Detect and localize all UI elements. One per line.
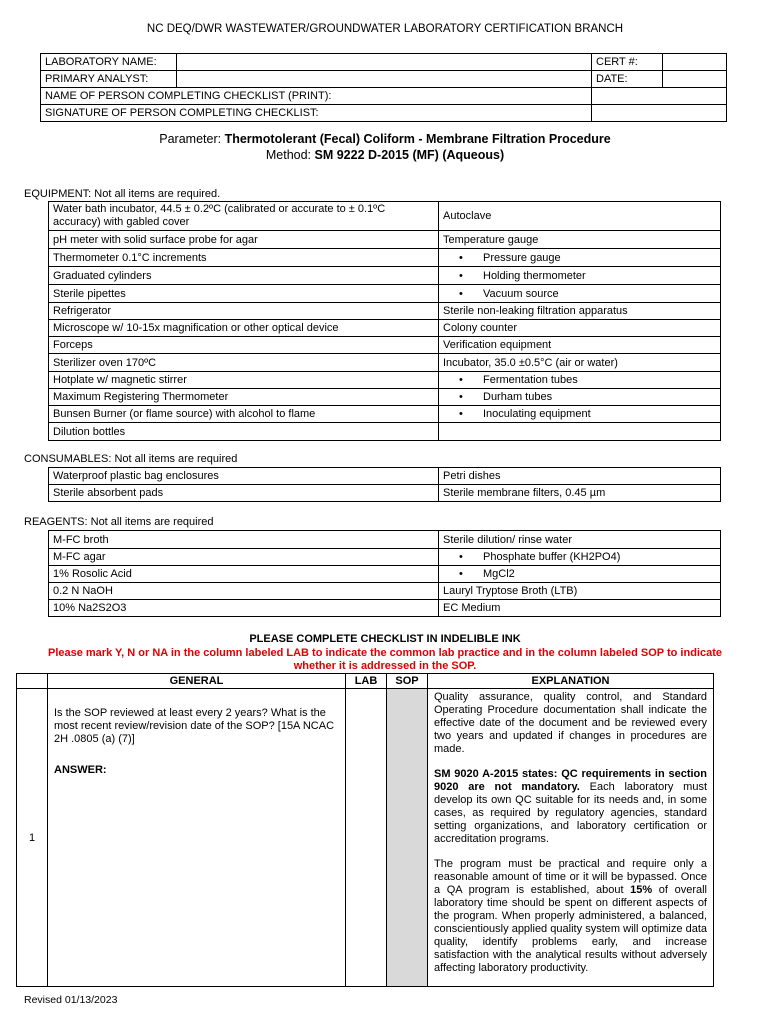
sop-cell[interactable]	[387, 689, 428, 987]
revised-date: Revised 01/13/2023	[24, 994, 118, 1006]
question-cell	[48, 689, 346, 987]
date-field[interactable]	[663, 71, 727, 88]
reagents-right-3: Lauryl Tryptose Broth (LTB)	[439, 583, 721, 600]
explanation-cell	[428, 689, 714, 987]
equipment-right-10: • Durham tubes	[439, 389, 721, 406]
equipment-left-8: Sterilizer oven 170ºC	[49, 354, 439, 372]
signature-field[interactable]	[592, 105, 727, 122]
equipment-left-1: pH meter with solid surface probe for agar	[49, 231, 439, 249]
equipment-right-6: Colony counter	[439, 320, 721, 337]
reagents-left-3: 0.2 N NaOH	[49, 583, 439, 600]
reagents-right-1: • Phosphate buffer (KH2PO4)	[439, 549, 721, 566]
cert-label: CERT #:	[592, 54, 663, 71]
info-table	[40, 53, 727, 122]
equipment-left-5: Refrigerator	[49, 303, 439, 320]
reagents-left-4: 10% Na2S2O3	[49, 600, 439, 617]
equipment-right-9: • Fermentation tubes	[439, 372, 721, 389]
col-lab-header: LAB	[346, 674, 387, 689]
col-number-header	[17, 674, 48, 689]
explanation-paragraph-1: Quality assurance, quality control, and Standard Operating Procedure documentation shall indicate the effective date of the document and be reviewed every two years and updated if changes in procedures are made.	[434, 691, 707, 755]
row-number: 1	[17, 689, 48, 987]
question-text: Is the SOP reviewed at least every 2 years? What is the most recent review/revision date of the SOP? [15A NCAC 2H .0805 (a) (7)]	[54, 707, 335, 745]
equipment-left-4: Sterile pipettes	[49, 285, 439, 303]
equipment-left-10: Maximum Registering Thermometer	[49, 389, 439, 406]
answer-field[interactable]	[54, 776, 339, 966]
equipment-right-1: Temperature gauge	[439, 231, 721, 249]
equipment-left-9: Hotplate w/ magnetic stirrer	[49, 372, 439, 389]
consumables-label: CONSUMABLES: Not all items are required	[24, 453, 238, 465]
equipment-right-0: Autoclave	[439, 202, 721, 231]
method-value: SM 9222 D-2015 (MF) (Aqueous)	[314, 148, 505, 162]
method-line: Method: SM 9222 D-2015 (MF) (Aqueous)	[265, 148, 505, 162]
equipment-right-empty	[439, 423, 721, 441]
primary-analyst-field[interactable]	[177, 71, 592, 88]
consumables-left-1: Sterile absorbent pads	[49, 485, 439, 502]
reagents-right-2: • MgCl2	[439, 566, 721, 583]
col-sop-header: SOP	[387, 674, 428, 689]
equipment-left-3: Graduated cylinders	[49, 267, 439, 285]
reagents-table	[48, 530, 721, 617]
explanation-paragraph-3: The program must be practical and require only a reasonable amount of time or it will be bypassed. Once a QA program is established, about 15% of overall laboratory time should be spent on different aspects of the program. When properly administered, a balanced, conscientiously applied quality system will optimize data quality, identify problems early, and increase satisfaction with the analytical results without adversely affecting laboratory productivity.	[434, 858, 707, 974]
equipment-label: EQUIPMENT: Not all items are required.	[24, 188, 221, 200]
signature-label: SIGNATURE OF PERSON COMPLETING CHECKLIST:	[41, 105, 592, 122]
col-explanation-header: EXPLANATION	[428, 674, 714, 689]
equipment-left-12: Dilution bottles	[49, 423, 439, 441]
consumables-right-0: Petri dishes	[439, 468, 721, 485]
consumables-table	[48, 467, 721, 502]
equipment-table	[48, 201, 721, 441]
equipment-right-3: • Holding thermometer	[439, 267, 721, 285]
document-header: NC DEQ/DWR WASTEWATER/GROUNDWATER LABORATORY CERTIFICATION BRANCH	[146, 23, 624, 35]
equipment-right-11: • Inoculating equipment	[439, 406, 721, 423]
lab-name-label: LABORATORY NAME:	[41, 54, 177, 71]
cert-field[interactable]	[663, 54, 727, 71]
parameter-line: Parameter: Thermotolerant (Fecal) Coliform - Membrane Filtration Procedure	[159, 132, 611, 146]
equipment-left-2: Thermometer 0.1°C increments	[49, 249, 439, 267]
equipment-right-2: • Pressure gauge	[439, 249, 721, 267]
name-print-label: NAME OF PERSON COMPLETING CHECKLIST (PRINT):	[41, 88, 592, 105]
instructions-red-line-2: whether it is addressed in the SOP.	[293, 660, 477, 672]
equipment-left-0: Water bath incubator, 44.5 ± 0.2ºC (calibrated or accurate to ± 0.1ºC accuracy) with gabled cover	[49, 202, 439, 231]
reagents-label: REAGENTS: Not all items are required	[24, 516, 214, 528]
equipment-right-8: Incubator, 35.0 ±0.5°C (air or water)	[439, 354, 721, 372]
date-label: DATE:	[592, 71, 663, 88]
equipment-right-4: • Vacuum source	[439, 285, 721, 303]
reagents-left-0: M-FC broth	[49, 531, 439, 549]
explanation-paragraph-2: SM 9020 A-2015 states: QC requirements in section 9020 are not mandatory. Each laboratory must develop its own QC suitable for its needs and, in some cases, as required by regulatory agencies, standard setting organizations, and laboratory certification or accreditation programs.	[434, 768, 707, 845]
primary-analyst-label: PRIMARY ANALYST:	[41, 71, 177, 88]
instructions-title: PLEASE COMPLETE CHECKLIST IN INDELIBLE INK	[249, 633, 521, 645]
equipment-left-6: Microscope w/ 10-15x magnification or other optical device	[49, 320, 439, 337]
reagents-right-4: EC Medium	[439, 600, 721, 617]
parameter-value: Thermotolerant (Fecal) Coliform - Membrane Filtration Procedure	[224, 132, 611, 146]
col-general-header: GENERAL	[48, 674, 346, 689]
equipment-left-11: Bunsen Burner (or flame source) with alcohol to flame	[49, 406, 439, 423]
reagents-left-2: 1% Rosolic Acid	[49, 566, 439, 583]
equipment-right-5: Sterile non-leaking filtration apparatus	[439, 303, 721, 320]
lab-cell[interactable]	[346, 689, 387, 987]
instructions-red-line-1: Please mark Y, N or NA in the column labeled LAB to indicate the common lab practice and in the column labeled SOP to indicate	[47, 647, 722, 659]
reagents-left-1: M-FC agar	[49, 549, 439, 566]
checklist-table	[16, 673, 714, 987]
answer-label: ANSWER:	[54, 764, 107, 776]
consumables-right-1: Sterile membrane filters, 0.45 µm	[439, 485, 721, 502]
equipment-right-7: Verification equipment	[439, 337, 721, 354]
lab-name-field[interactable]	[177, 54, 592, 71]
reagents-right-0: Sterile dilution/ rinse water	[439, 531, 721, 549]
equipment-left-7: Forceps	[49, 337, 439, 354]
consumables-left-0: Waterproof plastic bag enclosures	[49, 468, 439, 485]
name-print-field[interactable]	[592, 88, 727, 105]
